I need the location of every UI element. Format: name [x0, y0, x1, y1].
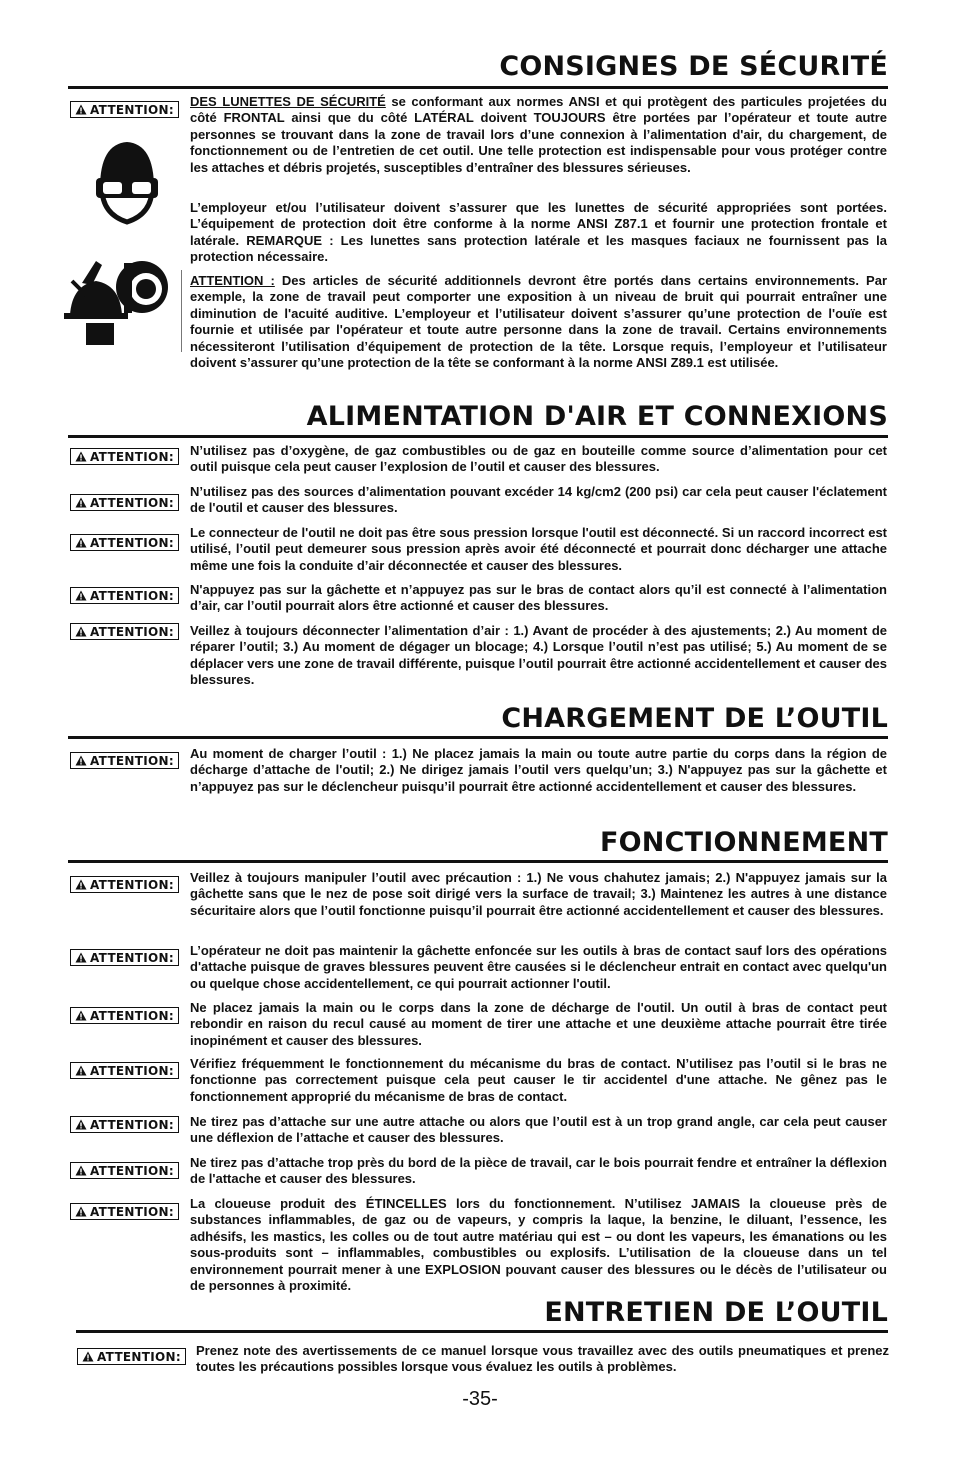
maintenance-warning-1: Prenez note des avertissements de ce manuel lorsque vous travaillez avec des outils pneumatiques et prenez toutes les précautions possibles lorsque vous évaluez les outils à problèmes. [196, 1343, 889, 1375]
operation-warning-5: Ne tirez pas d’attache sur une autre attache ou alors que l’outil est à un trop grand angle, car cela peut causer une déflexion de l’attache et causer des blessures. [190, 1114, 887, 1146]
section-title-air: ALIMENTATION D'AIR ET CONNEXIONS [306, 401, 888, 432]
attention-badge [70, 494, 179, 511]
attention-label: ATTENTION: [90, 1117, 174, 1132]
attention-badge [70, 1116, 179, 1133]
safety-goggles-paragraph [190, 94, 887, 176]
divider-line [181, 270, 182, 352]
warning-icon [75, 952, 87, 963]
section-rule [76, 1330, 888, 1333]
operation-warning-3: Ne placez jamais la main ou le corps dans la zone de décharge de l'outil. Un outil à bras de contact peut rebondir en raison du recul causé au moment de tirer une attache et une deuxième attache pourrait être tirée inopinément et causer des blessures. [190, 1000, 887, 1048]
operation-warning-6: Ne tirez pas d’attache trop près du bord de la pièce de travail, car le bois pourrait fendre et entraîner la déflexion de l'attache et causer des blessures. [190, 1155, 887, 1187]
warning-icon [75, 497, 87, 508]
section-rule [68, 736, 888, 739]
attention-label: ATTENTION: [90, 1163, 174, 1178]
page-number: -35- [462, 1388, 498, 1410]
section-rule [68, 435, 888, 438]
attention-badge [70, 1062, 179, 1079]
attention-badge [70, 587, 179, 604]
operation-warning-7: La cloueuse produit des ÉTINCELLES lors du fonctionnement. N’utilisez JAMAIS la cloueuse près de substances inflammables, de gaz ou de vapeurs, y compris la laque, la benzine, le diluant, l’essence, les adhésifs, les mastics, les colles ou de tout autre matériau qui est – ou dont les vapeurs, les émanations ou les sous-produits sont – inflammables, combustibles ou explosifs. L’utilisation de la cloueuse dans un tel environnement pourrait mener à une EXPLOSION pouvant causer des blessures ou le décès de l’utilisateur ou de personnes à proximité. [190, 1196, 887, 1294]
attention-badge [70, 448, 179, 465]
section-title-loading: CHARGEMENT DE L’OUTIL [501, 703, 888, 734]
section-title-operation: FONCTIONNEMENT [600, 827, 888, 858]
warning-icon [75, 537, 87, 548]
warning-icon [75, 1065, 87, 1076]
attention-label: ATTENTION: [90, 624, 174, 639]
attention-badge [70, 534, 179, 551]
operation-warning-4: Vérifiez fréquemment le fonctionnement du mécanisme du bras de contact. N’utilisez pas l’outil si le bras ne fonctionne pas correctement puisque cela peut causer le tir accidentel d'une attache. Ne gênez pas le fonctionnement approprié du mécanisme de bras de contact. [190, 1056, 887, 1104]
additional-safety-paragraph [190, 273, 887, 371]
attention-badge [70, 623, 179, 640]
warning-icon [75, 104, 87, 115]
attention-badge [70, 1007, 179, 1024]
warning-icon [75, 626, 87, 637]
section-rule [68, 86, 888, 89]
air-warning-4: N'appuyez pas sur la gâchette et n’appuyez pas sur le bras de contact alors qu’il est connecté à l’alimentation d’air, car l’outil pourrait alors être actionné et causer des blessures. [190, 582, 887, 614]
warning-icon [75, 1165, 87, 1176]
attention-label: ATTENTION: [97, 1349, 181, 1364]
attention-label: ATTENTION: [90, 1063, 174, 1078]
warning-icon [82, 1351, 94, 1362]
attention-badge [70, 876, 179, 893]
attention-label: ATTENTION: [90, 102, 174, 117]
attention-label: ATTENTION: [90, 449, 174, 464]
attention-label: ATTENTION: [90, 877, 174, 892]
attention-label: ATTENTION: [90, 753, 174, 768]
warning-icon [75, 1010, 87, 1021]
attention-label: ATTENTION: [90, 588, 174, 603]
safety-goggles-lead: DES LUNETTES DE SÉCURITÉ [190, 94, 386, 109]
attention-badge [70, 1203, 179, 1220]
safety-goggles-text: se conformant aux normes ANSI et qui protègent des particules projetées du côté FRONTAL ainsi que du côté LATÉRAL doivent TOUJOURS être portées par l’opérateur et toute autre personnes se trouvant dans la zone de travail lors d’une connexion à l’alimentation d'air, du chargement, de fonctionnement ou de l’entretien de cet outil. Une telle protection est indispensable pour vous protéger contre les attaches et débris projetés, susceptibles d’entraîner des blessures sérieuses. [190, 94, 887, 175]
section-title-safety: CONSIGNES DE SÉCURITÉ [499, 51, 888, 82]
attention-badge [70, 1162, 179, 1179]
loading-warning-1: Au moment de charger l’outil : 1.) Ne placez jamais la main ou toute autre partie du corps dans la région de décharge d’attache de l'outil; 2.) Ne dirigez jamais l’outil vers quelqu’un; 3.) N'appuyez pas sur la gâchette et n’appuyez pas sur le déclencheur puisqu’il pourrait être actionné accidentellement et causer des blessures. [190, 746, 887, 794]
hard-hat-ear-protection-icon [62, 255, 180, 347]
air-warning-5: Veillez à toujours déconnecter l’alimentation d’air : 1.) Avant de procéder à des ajustements; 2.) Au moment de réparer l’outil; 3.) Au moment de dégager un blocage; 4.) Lorsque l’outil n’est pas utilisé; 5.) Au moment de se déplacer vers une zone de travail différente, puisque l’outil pourrait être actionné accidentellement et causer des blessures. [190, 623, 887, 688]
air-warning-2: N’utilisez pas des sources d’alimentation pouvant excéder 14 kg/cm2 (200 psi) car cela peut causer l'éclatement de l'outil et causer des blessures. [190, 484, 887, 516]
employer-paragraph: L’employeur et/ou l’utilisateur doivent s’assurer que les lunettes de sécurité appropriées sont portées. L’équipement de protection doit être conforme à la norme ANSI Z87.1 et fournir une protection frontale et latérale. REMARQUE : Les lunettes sans protection latérale et les masques faciaux ne fournissent pas la protection nécessaire. [190, 200, 887, 265]
section-title-maintenance: ENTRETIEN DE L’OUTIL [544, 1297, 888, 1328]
additional-safety-lead: ATTENTION : [190, 273, 275, 288]
attention-label: ATTENTION: [90, 1204, 174, 1219]
attention-badge [77, 1348, 186, 1365]
attention-label: ATTENTION: [90, 495, 174, 510]
additional-safety-text: Des articles de sécurité additionnels devront être portés dans certains environnements. Par exemple, la zone de travail peut comporter une exposition à un niveau de bruit qui pourrait entraîner une diminution de l'acuité auditive. L’employeur et l’utilisateur doivent s’assurer qu’une protection de l'ouïe est fournie et utilisée par l'opérateur et toute autre personne dans la zone de travail. Certains environnements nécessiteront l’utilisation d’équipement de protection de la tête. Lorsque requis, l’employeur et l’utilisateur doivent s’assurer qu’une protection de la tête se conformant à la norme ANSI Z89.1 est utilisée. [190, 273, 887, 371]
attention-badge [70, 101, 179, 118]
section-rule [68, 860, 888, 863]
operation-warning-2: L’opérateur ne doit pas maintenir la gâchette enfoncée sur les outils à bras de contact sauf lors des opérations d'attache puisque de graves blessures peuvent être causées si le déclencheur entrait en contact avec quelqu'un ou quelque chose accidentellement, ce qui pourrait actionner l'outil. [190, 943, 887, 991]
warning-icon [75, 1119, 87, 1130]
warning-icon [75, 1206, 87, 1217]
air-warning-3: Le connecteur de l'outil ne doit pas être sous pression lorsque l'outil est déconnecté. Si un raccord incorrect est utilisé, l’outil peut demeurer sous pression après avoir été déconnecté et pourrait donc décharger une attache même une fois la conduite d’air déconnectée et causer des blessures. [190, 525, 887, 573]
attention-badge [70, 949, 179, 966]
attention-label: ATTENTION: [90, 535, 174, 550]
warning-icon [75, 879, 87, 890]
air-warning-1: N’utilisez pas d’oxygène, de gaz combustibles ou de gaz en bouteille comme source d’alimentation pour cet outil puisque cela peut causer l’explosion de l’outil et causer des blessures. [190, 443, 887, 475]
attention-label: ATTENTION: [90, 1008, 174, 1023]
attention-label: ATTENTION: [90, 950, 174, 965]
warning-icon [75, 590, 87, 601]
attention-badge [70, 752, 179, 769]
warning-icon [75, 451, 87, 462]
safety-goggles-icon [94, 136, 160, 228]
operation-warning-1: Veillez à toujours manipuler l’outil avec précaution : 1.) Ne vous chahutez jamais; 2.) N'appuyez jamais sur la gâchette sans que le nez de pose soit dirigé vers la surface de travail; 3.) Maintenez les autres à une distance sécuritaire alors que l’outil fonctionne puisqu’il pourrait être actionné accidentellement et causer des blessures. [190, 870, 887, 918]
warning-icon [75, 755, 87, 766]
